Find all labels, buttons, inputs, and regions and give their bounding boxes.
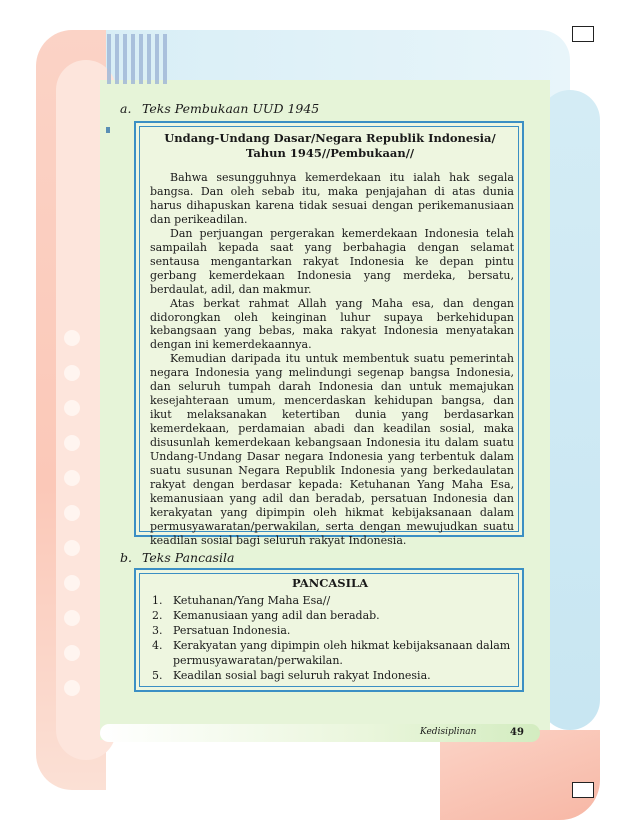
list-item: [152, 593, 512, 608]
decor-dot: [64, 610, 80, 626]
stripes-decoration: [107, 34, 167, 84]
crop-mark-bottom: [572, 782, 594, 798]
decor-dot: [64, 680, 80, 696]
list-item-text: Ketuhanan/Yang Maha Esa//: [173, 594, 331, 607]
preamble-title-line-1: Undang-Undang Dasar/Negara Republik Indonesia/: [164, 131, 496, 145]
preamble-text: [150, 171, 514, 548]
pancasila-list: [152, 593, 512, 683]
list-item: [152, 623, 512, 638]
list-item-text: Kemanusiaan yang adil dan beradab.: [173, 609, 380, 622]
preamble-paragraph-3: Atas berkat rahmat Allah yang Maha esa, dan dengan didorongkan oleh keinginan luhur supaya berkehidupan kebangsaan yang bebas, maka rakyat Indonesia menyatakan dengan ini kemerdekaannya.: [150, 296, 514, 352]
preamble-paragraph-4: Kemudian daripada itu untuk membentuk suatu pemerintah negara Indonesia yang melindungi segenap bangsa Indonesia, dan seluruh tumpah darah Indonesia dan untuk memajukan kesejahteraan umum, mencerdaskan kehidupan bangsa, dan ikut melaksanakan ketertiban dunia yang berdasarkan kemerdekaan, perdamaian abadi dan keadilan sosial, maka disusunlah kemerdekaan kebangsaan Indonesia itu dalam suatu Undang-Undang Dasar negara Indonesia yang terbentuk dalam suatu susunan Negara Republik Indonesia yang berkedaulatan rakyat dengan berdasar kepada: Ketuhanan Yang Maha Esa, kemanusiaan yang adil dan beradab, persatuan Indonesia dan kerakyatan yang dipimpin oleh hikmat kebijaksanaan dalam permusyawaratan/perwakilan, serta dengan mewujudkan suatu keadilan sosial bagi seluruh rakyat Indonesia.: [150, 352, 514, 547]
page-number: 49: [510, 727, 524, 738]
decor-dot: [64, 575, 80, 591]
decor-dot: [64, 645, 80, 661]
list-item: [152, 668, 512, 683]
list-item-number: 1.: [152, 594, 163, 607]
section-a-heading: [120, 101, 319, 116]
margin-marker: [106, 127, 110, 133]
chapter-name: Kedisiplinan: [420, 727, 477, 737]
list-item-number: 4.: [152, 639, 163, 652]
list-item-number: 3.: [152, 624, 163, 637]
decor-dot: [64, 400, 80, 416]
section-a-title: Teks Pembukaan UUD 1945: [142, 101, 320, 116]
preamble-paragraph-1: Bahwa sesungguhnya kemerdekaan itu ialah hak segala bangsa. Dan oleh sebab itu, maka penjajahan di atas dunia harus dihapuskan karena tidak sesuai dengan perikemanusiaan dan perikeadilan.: [150, 171, 514, 226]
list-item-text: Persatuan Indonesia.: [173, 624, 291, 637]
list-item-number: 5.: [152, 669, 163, 682]
section-b-label: b.: [120, 550, 132, 565]
section-b-title: Teks Pancasila: [142, 550, 235, 565]
list-item: [152, 608, 512, 623]
preamble-title-line-2: Tahun 1945//Pembukaan//: [245, 146, 415, 160]
section-a-label: a.: [120, 101, 132, 116]
decor-dot: [64, 435, 80, 451]
crop-mark-top: [572, 26, 594, 42]
list-item-number: 2.: [152, 609, 163, 622]
decor-dot: [64, 330, 80, 346]
decor-dot: [64, 505, 80, 521]
list-item-text: Keadilan sosial bagi seluruh rakyat Indonesia.: [173, 669, 431, 682]
preamble-paragraph-2: Dan perjuangan pergerakan kemerdekaan Indonesia telah sampailah kepada saat yang berbahagia dengan selamat sentausa mengantarkan rakyat Indonesia ke depan pintu gerbang kemerdekaan Indonesia yang merdeka, bersatu, berdaulat, adil, dan makmur.: [150, 226, 514, 296]
decor-dot: [64, 470, 80, 486]
pancasila-title: PANCASILA: [291, 576, 368, 590]
bottom-corner-decoration: [440, 730, 600, 820]
list-item-text: Kerakyatan yang dipimpin oleh hikmat kebijaksanaan dalam permusyawaratan/perwakilan.: [173, 639, 511, 667]
decor-dot: [64, 365, 80, 381]
list-item: [152, 638, 512, 668]
section-b-heading: [120, 550, 234, 565]
decor-dot: [64, 540, 80, 556]
